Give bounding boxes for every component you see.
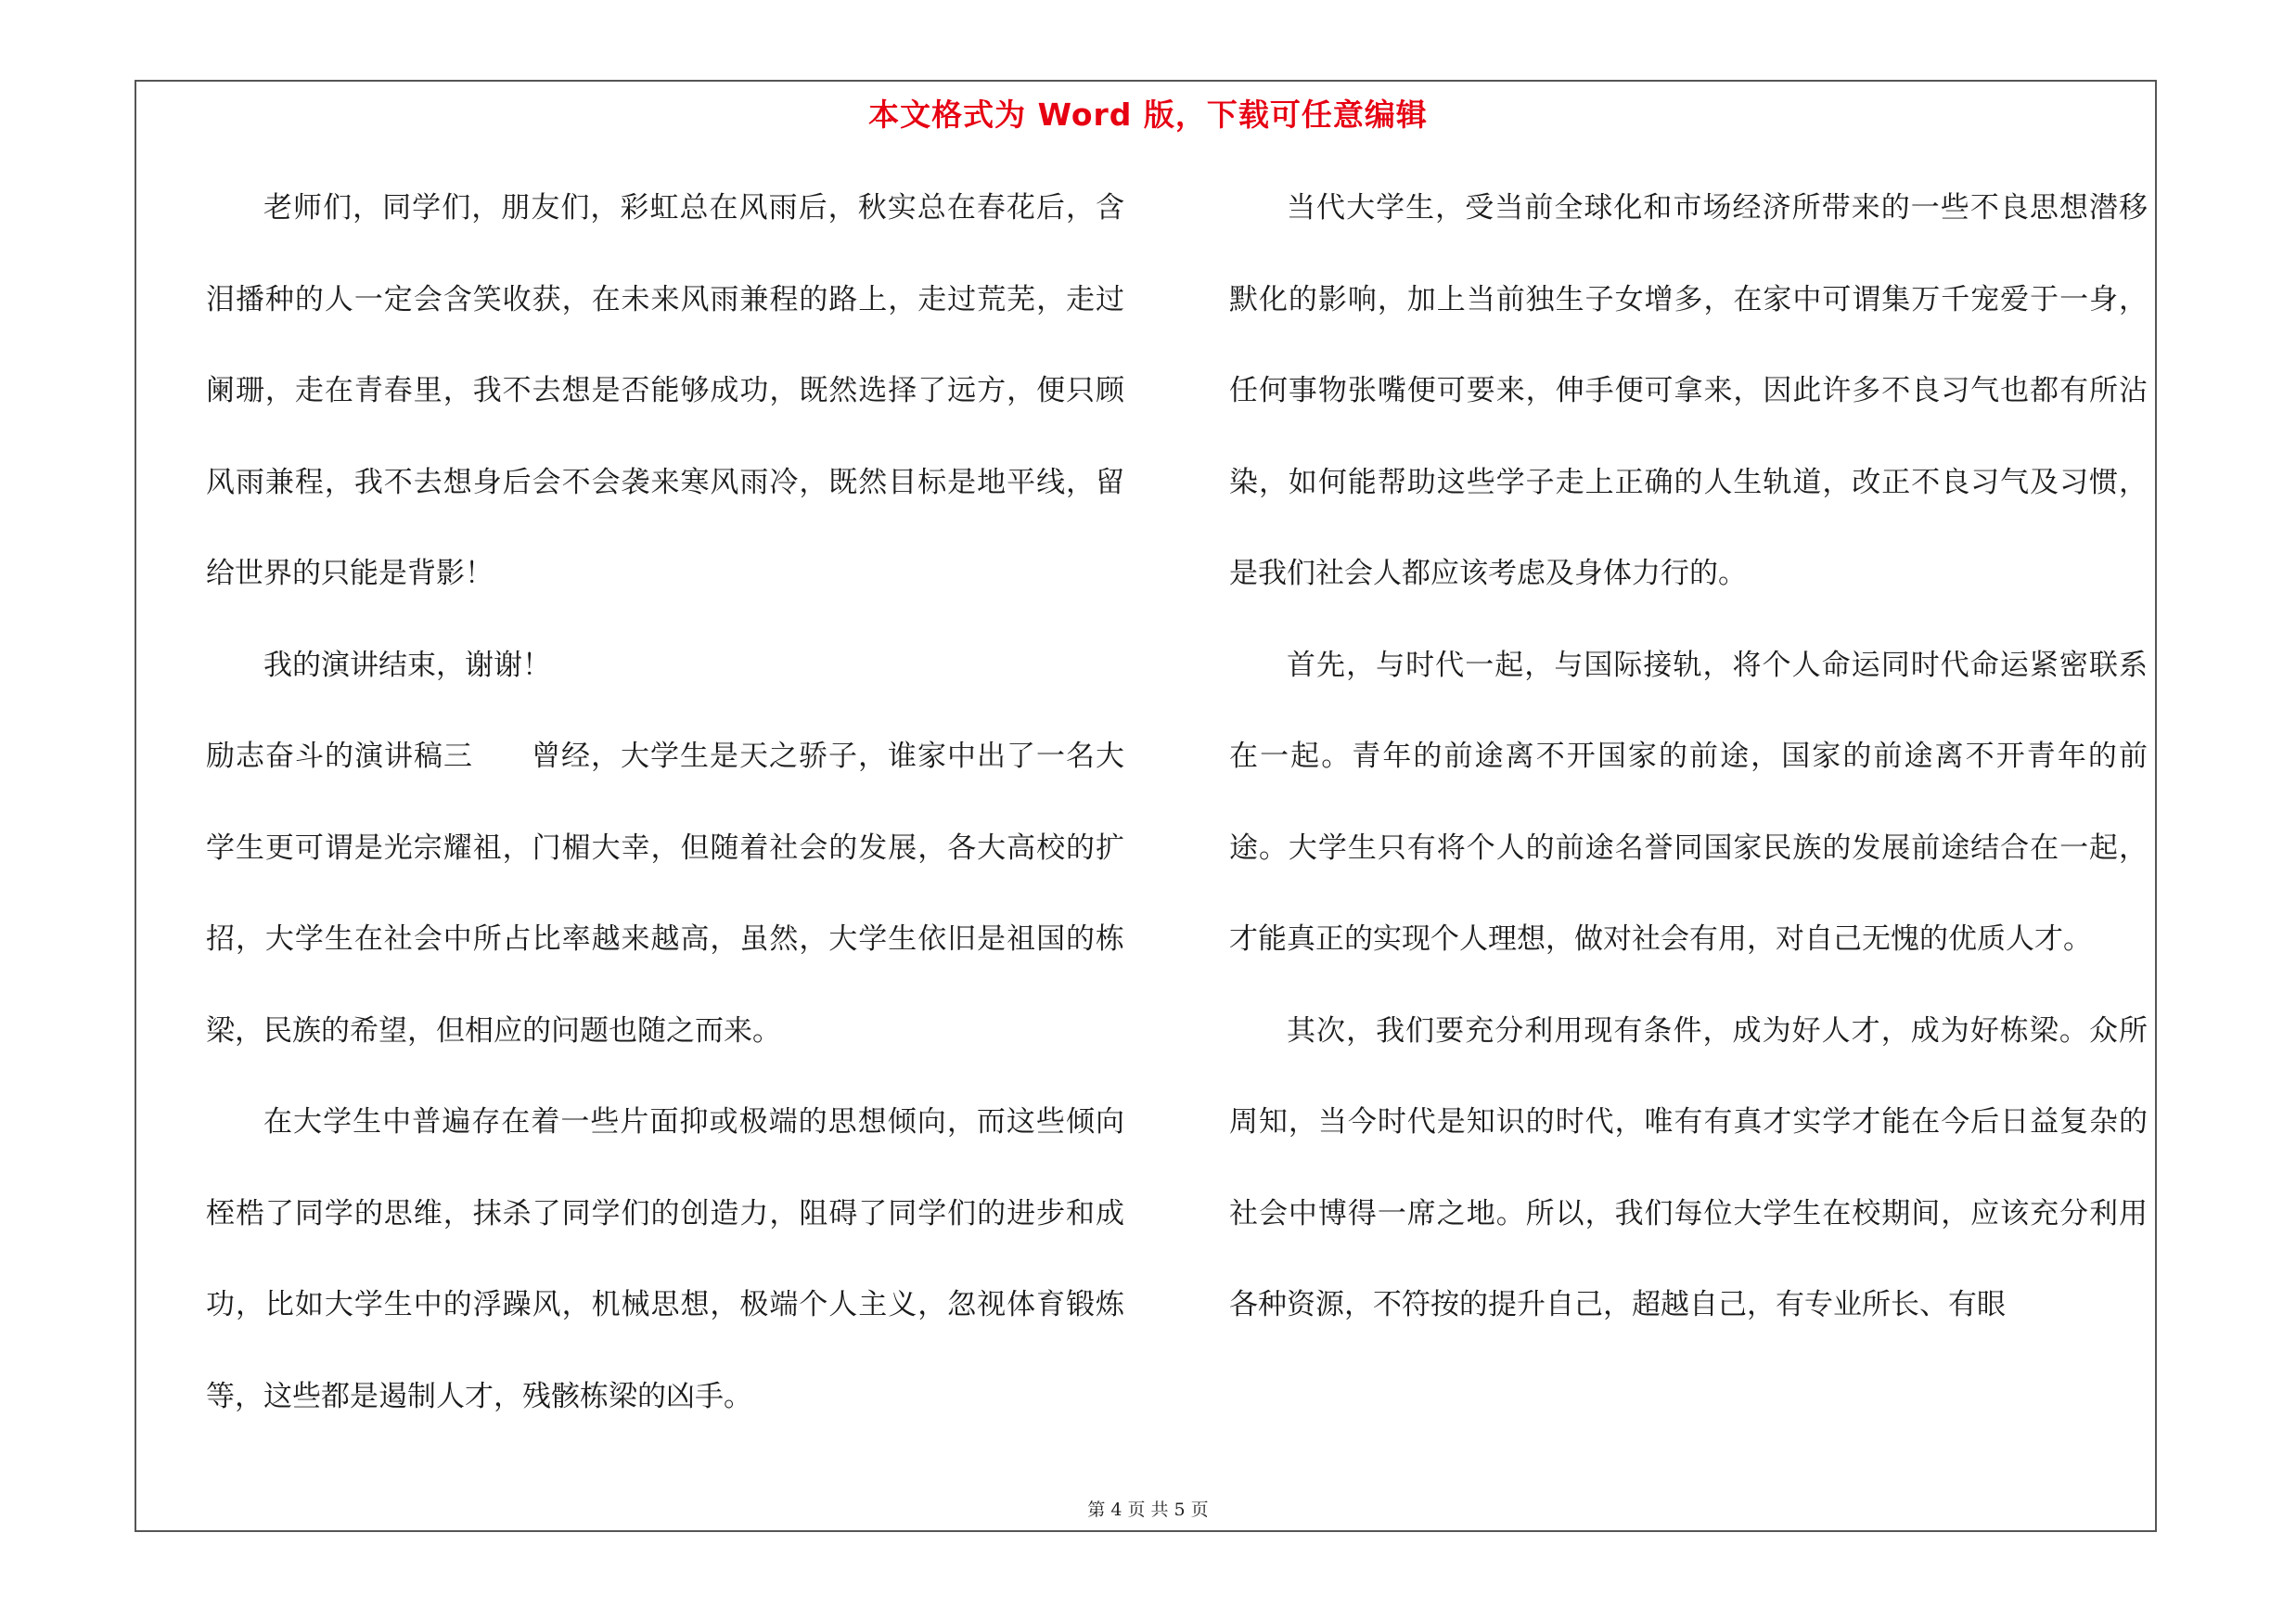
paragraph-first: 首先，与时代一起，与国际接轨，将个人命运同时代命运紧密联系在一起。青年的前途离不开国家的前途，国家的前途离不开青年的前途。大学生只有将个人的前途名誉同国家民族的发展前途结合在一起，才能真正的实现个人理想，做对社会有用，对自己无愧的优质人才。	[1229, 648, 2148, 956]
paragraph-contemporary-students: 当代大学生，受当前全球化和市场经济所带来的一些不良思想潜移默化的影响，加上当前独生子女增多，在家中可谓集万千宠爱于一身，任何事物张嘴便可要来，伸手便可拿来，因此许多不良习气也都有所沾染，如何能帮助这些学子走上正确的人生轨道，改正不良习气及习惯，是我们社会人都应该考虑及身体力行的。	[1229, 191, 2148, 590]
paragraph-thought-tendencies: 在大学生中普遍存在着一些片面抑或极端的思想倾向，而这些倾向桎梏了同学的思维，抹杀了同学们的创造力，阻碍了同学们的进步和成功，比如大学生中的浮躁风，机械思想，极端个人主义，忽视体育锻炼等，这些都是遏制人才，残骸栋梁的凶手。	[206, 1105, 1124, 1413]
speech-three-heading: 励志奋斗的演讲稿三	[206, 740, 473, 773]
left-column	[206, 162, 1124, 1442]
paragraph-rainbow: 老师们，同学们，朋友们，彩虹总在风雨后，秋实总在春花后，含泪播种的人一定会含笑收获，在未来风雨兼程的路上，走过荒芜，走过阑珊，走在青春里，我不去想是否能够成功，既然选择了远方，便只顾风雨兼程，我不去想身后会不会袭来寒风雨冷，既然目标是地平线，留给世界的只能是背影！	[206, 191, 1124, 590]
speech-three-body: 曾经，大学生是天之骄子，谁家中出了一名大学生更可谓是光宗耀祖，门楣大幸，但随着社会的发展，各大高校的扩招，大学生在社会中所占比率越来越高，虽然，大学生依旧是祖国的栋梁，民族的希望，但相应的问题也随之而来。	[206, 740, 1124, 1048]
paragraph-speech-three	[206, 711, 1124, 1076]
word-format-banner: 本文格式为 Word 版，下载可任意编辑	[868, 97, 1428, 133]
page-number-footer: 第 4 页 共 5 页	[1087, 1500, 1209, 1520]
paragraph-second: 其次，我们要充分利用现有条件，成为好人才，成为好栋梁。众所周知，当今时代是知识的时代，唯有有真才实学才能在今后日益复杂的社会中博得一席之地。所以，我们每位大学生在校期间，应该充分利用各种资源，不符按的提升自己，超越自己，有专业所长、有眼	[1229, 1013, 2148, 1321]
right-column	[1229, 162, 2148, 1351]
paragraph-closing: 我的演讲结束，谢谢！	[263, 648, 551, 682]
